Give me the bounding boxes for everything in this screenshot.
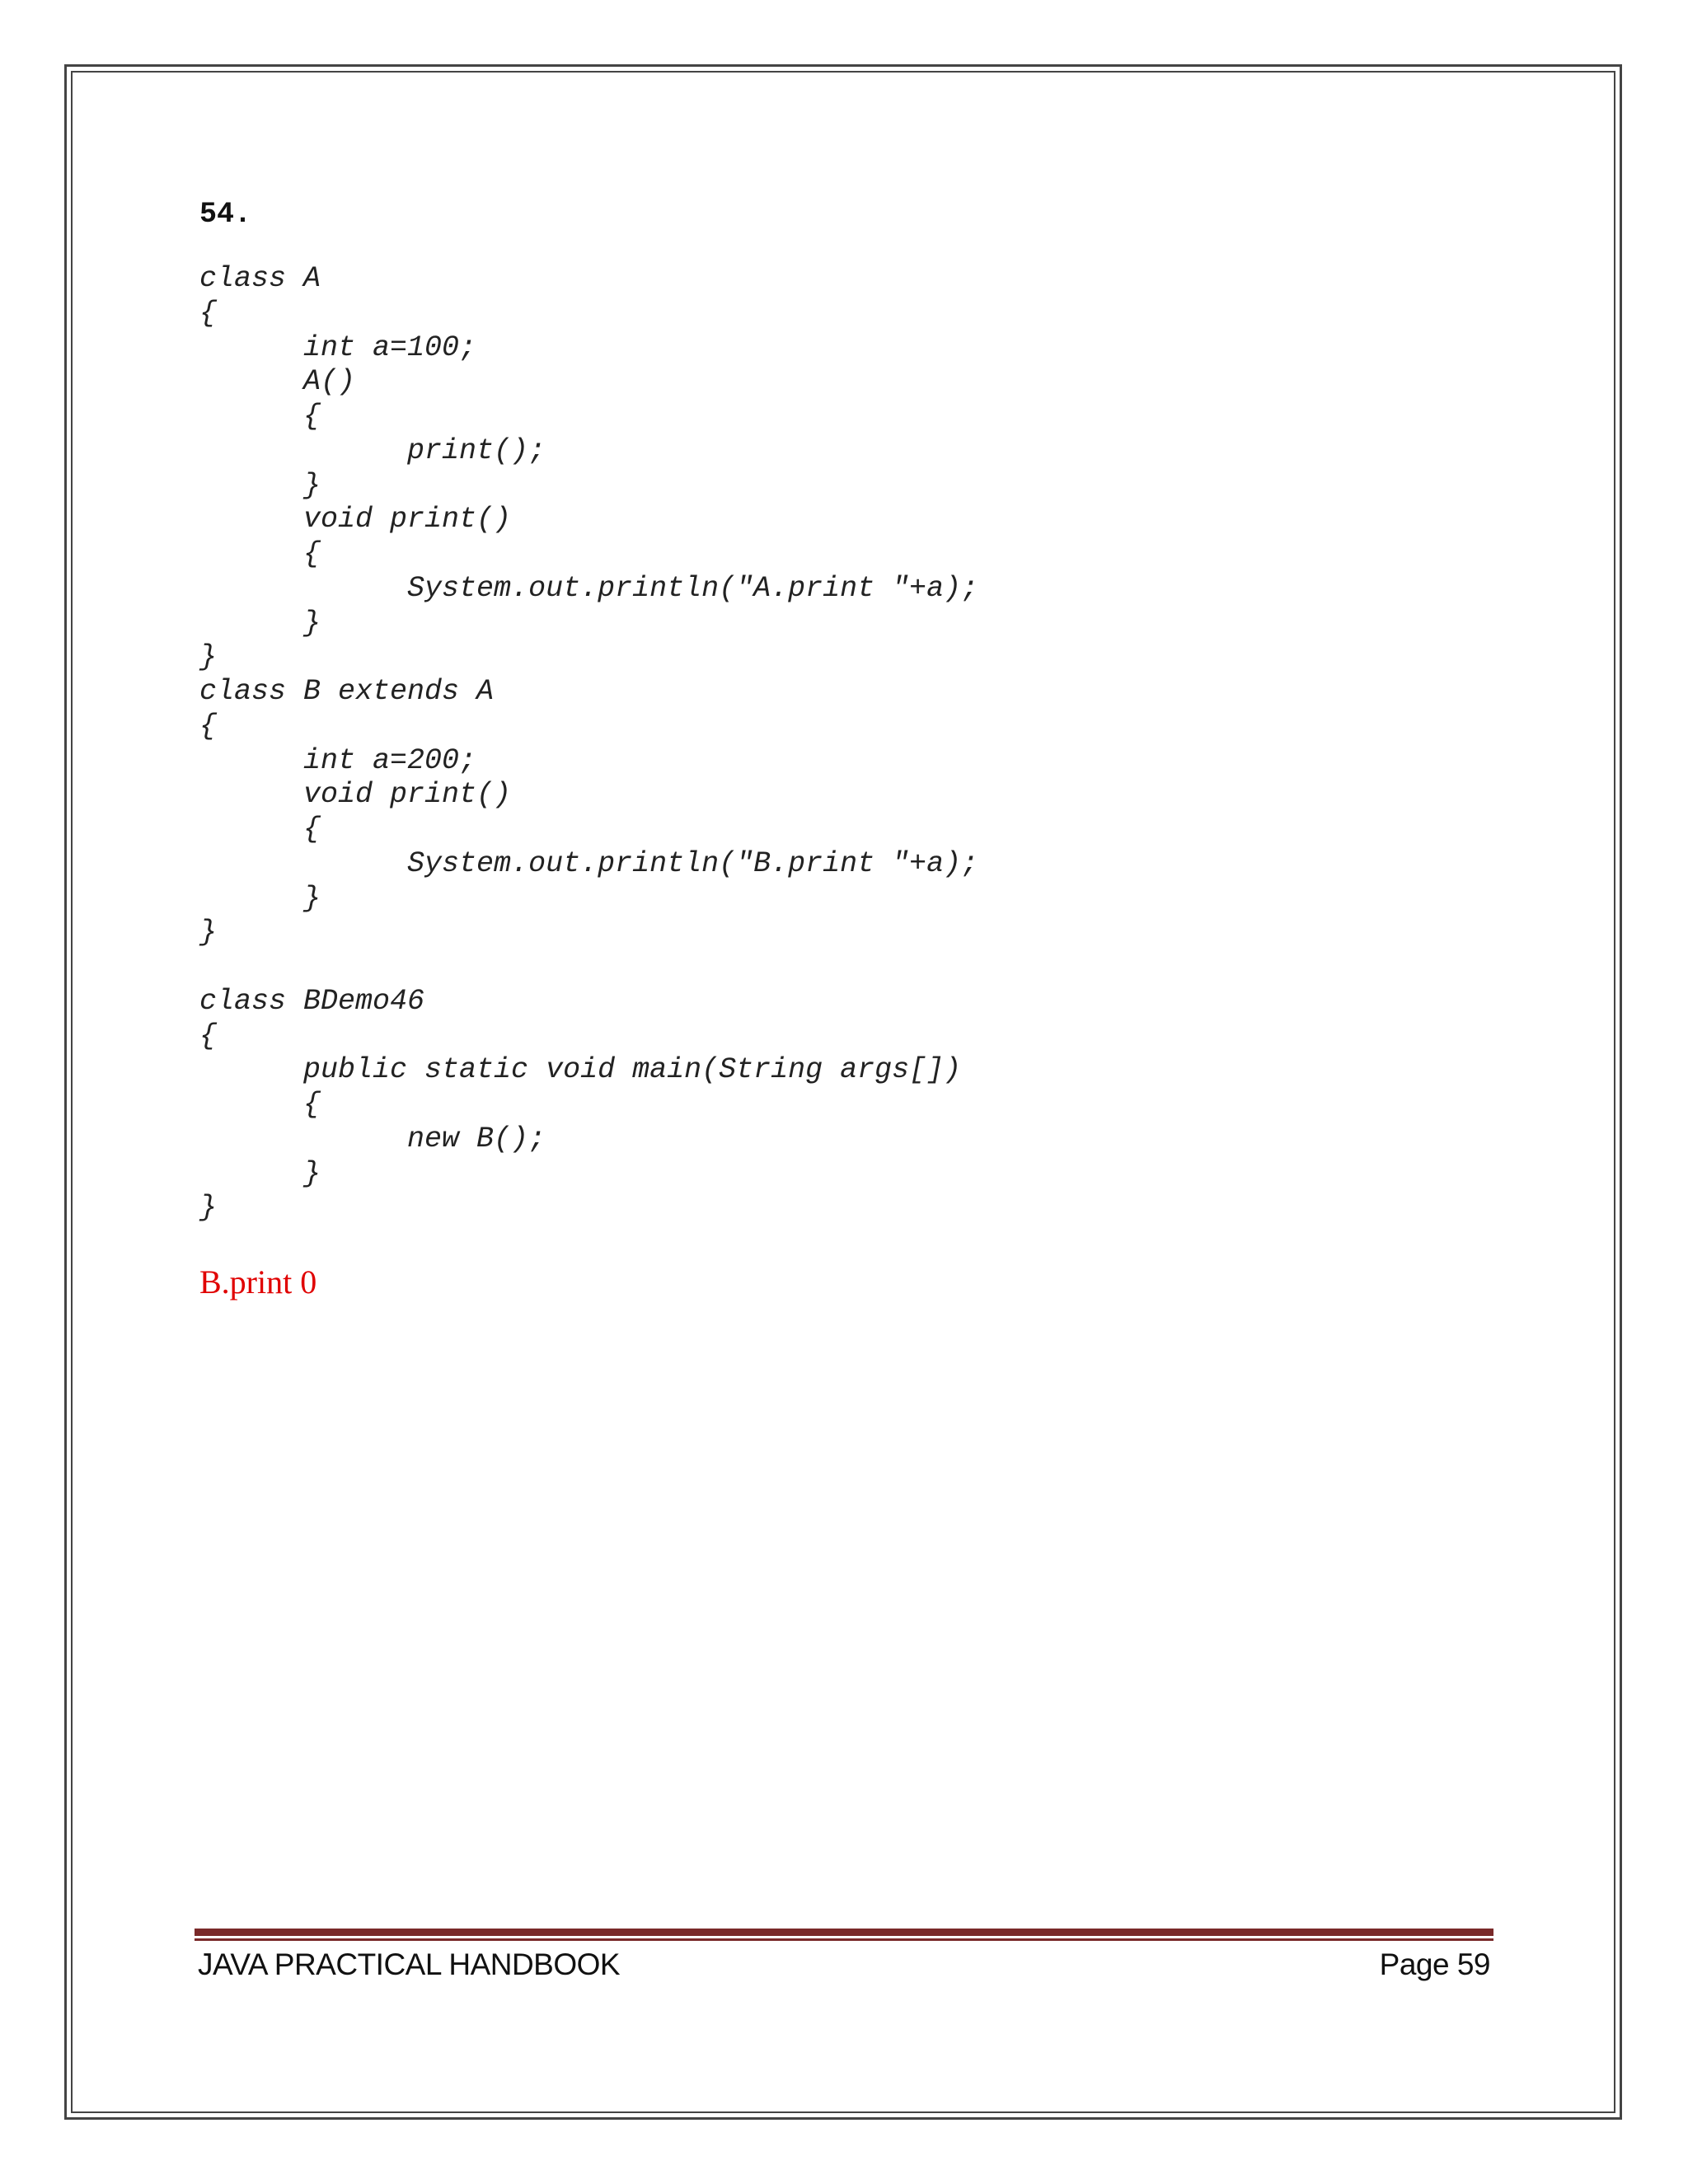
footer-rule xyxy=(195,1929,1493,1936)
code-line: { xyxy=(199,296,218,330)
code-line: } xyxy=(199,1191,218,1225)
code-line xyxy=(199,950,978,985)
footer-rule-thin xyxy=(195,1938,1493,1941)
code-line: } xyxy=(199,640,218,674)
code-line: { xyxy=(199,537,321,570)
code-line: new B(); xyxy=(199,1122,546,1155)
code-listing xyxy=(199,262,978,1226)
code-line: { xyxy=(199,1088,321,1121)
answer-output: B.print 0 xyxy=(199,1263,317,1301)
code-line: void print() xyxy=(199,778,512,812)
code-line: void print() xyxy=(199,503,512,537)
code-line: System.out.println("B.print "+a); xyxy=(199,846,979,880)
code-line: A() xyxy=(199,365,356,399)
code-line: } xyxy=(199,881,321,915)
code-line: { xyxy=(199,1019,218,1052)
code-line: print(); xyxy=(199,434,546,467)
code-line: public static void main(String args[]) xyxy=(199,1053,962,1087)
code-line: } xyxy=(199,916,218,949)
code-line: } xyxy=(199,468,321,502)
code-line: { xyxy=(199,400,321,433)
code-line: class A xyxy=(199,262,321,295)
code-line: class B extends A xyxy=(199,675,495,708)
code-line: } xyxy=(199,1156,321,1190)
code-line: class BDemo46 xyxy=(199,984,425,1018)
code-line: System.out.println("A.print "+a); xyxy=(199,571,979,605)
code-line: int a=200; xyxy=(199,743,477,777)
question-number: 54. xyxy=(199,198,252,231)
footer-page-number: Page 59 xyxy=(1379,1947,1490,1981)
code-line: { xyxy=(199,709,218,743)
code-line: int a=100; xyxy=(199,330,477,364)
code-line: } xyxy=(199,606,321,640)
code-line: { xyxy=(199,813,321,846)
footer-book-title: JAVA PRACTICAL HANDBOOK xyxy=(198,1947,621,1981)
